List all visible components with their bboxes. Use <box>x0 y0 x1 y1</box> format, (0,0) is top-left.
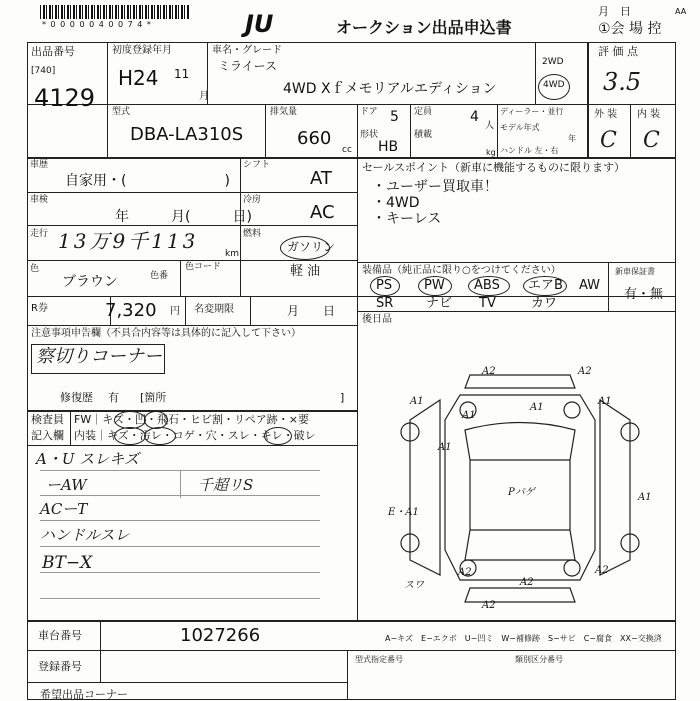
bottom-note-1: 型式指定番号 <box>355 655 403 664</box>
shift-label: シフト <box>243 160 271 170</box>
capacity-label: 定員 <box>414 107 433 117</box>
shape-value: HB <box>378 139 399 155</box>
repair-place-end: ] <box>340 391 345 404</box>
sales-point-3: ・キーレス <box>372 211 442 227</box>
inspector-label-1: 検査員 <box>31 413 64 426</box>
mark-9: E・A1 <box>388 507 419 518</box>
sales-point-1: ・ユーザー買取車！ <box>372 179 498 195</box>
handle-label: ハンドル 左・右 <box>500 146 559 155</box>
inspector-label-2: 記入欄 <box>31 429 64 442</box>
recycle-label: R券 <box>31 303 48 314</box>
shift-value: AT <box>310 168 332 189</box>
mark-6: A1 <box>598 396 612 407</box>
first-reg-label: 初度登録年月 <box>112 45 172 56</box>
lot-label: 出品番号 <box>31 45 75 58</box>
memo-line-5: BT−X <box>42 553 93 573</box>
sales-label: セールスポイント（新車に機能するものに限ります） <box>362 161 626 174</box>
equip-tv: TV <box>479 296 496 311</box>
interior-value: C <box>643 128 660 153</box>
warranty-label: 新車保証書 <box>615 267 655 276</box>
memo-line-4: ハンドルスレ <box>40 526 130 544</box>
grade-name: 4WD Xｆメモリアルエディション <box>283 81 497 97</box>
mileage-value: 13万9千113 <box>58 229 199 253</box>
color-label: 色 <box>30 264 40 274</box>
legend: A−キズ E−エクボ U−凹ミ W−補修跡 S−サビ C−腐食 XX−交換済 <box>385 634 662 643</box>
mark-1: A2 <box>482 366 496 377</box>
registration-label: 登録番号 <box>38 660 82 673</box>
mark-2: A2 <box>578 366 592 377</box>
chassis-label: 車台番号 <box>38 629 82 642</box>
color-value: ブラウン <box>62 274 118 290</box>
check-row-2: 内装｜キズ・汚レ・コゲ・穴・スレ・キレ・破レ <box>74 429 316 442</box>
check-row-1: FW｜キズ・凹・飛石・ヒビ割・リペア跡・×要 <box>74 413 309 426</box>
rating-value: 3.5 <box>603 68 642 96</box>
history-label: 車歴 <box>30 160 49 170</box>
mileage-unit: km <box>225 249 239 259</box>
mark-7: A1 <box>438 442 452 453</box>
recycle-unit: 円 <box>170 306 180 317</box>
bottom-tag: 希望出品コーナー <box>40 688 128 701</box>
inspection-value: 年 月( 日) <box>115 209 252 225</box>
memo-line-1: A・U スレキズ <box>36 450 139 468</box>
aircon-label: 冷房 <box>243 195 262 205</box>
aa-label: AA <box>675 7 687 16</box>
doors-label: ドア <box>360 107 378 117</box>
mark-12: A2 <box>595 565 609 576</box>
rear-items-label: 後日品 <box>362 314 392 325</box>
color-code-label: 色コード <box>185 262 222 272</box>
mark-5: A1 <box>410 396 424 407</box>
recycle-value: 7,320 <box>105 300 157 321</box>
model-name: ミライース <box>218 59 278 73</box>
barcode-text: * 0 0 0 0 0 4 0 0 7 4 * <box>42 20 152 29</box>
model-year-label: モデル年式 <box>500 123 540 132</box>
barcode <box>40 5 190 19</box>
mark-11: A2 <box>458 567 472 578</box>
exterior-value: C <box>600 128 617 153</box>
displacement-value: 660 <box>297 128 332 149</box>
lot-sub: [740] <box>31 66 56 76</box>
exterior-label: 外 装 <box>594 109 618 120</box>
memo-line-3: ACーT <box>40 500 88 518</box>
equip-navi: ナビ <box>426 296 453 311</box>
fuel-label: 燃料 <box>243 229 262 239</box>
equip-sr: SR <box>376 296 394 311</box>
form-title: オークション出品申込書 <box>336 18 512 37</box>
capacity-value: 4 <box>470 109 479 125</box>
equip-aw: AW <box>579 278 601 293</box>
equipment-label: 装備品（純正品に限り○をつけてください） <box>362 265 561 276</box>
notes-value: 察切りコーナー <box>36 346 162 367</box>
name-change-value: 月 日 <box>287 304 336 318</box>
repair-value: 有 <box>108 391 119 404</box>
first-reg-year: H24 <box>118 66 159 90</box>
load-label: 積載 <box>414 130 433 140</box>
mark-15: スワ <box>404 580 424 591</box>
equip-airbag: エアB <box>528 278 563 293</box>
inspection-label: 車検 <box>30 195 49 205</box>
check-mark-4 <box>144 427 176 445</box>
check-mark-5 <box>264 427 292 445</box>
name-change-label: 名変期限 <box>194 304 234 315</box>
repair-place-label: [箇所 <box>140 391 167 404</box>
memo-line-2: ーAW <box>46 476 87 494</box>
drive-4wd: 4WD <box>543 80 565 90</box>
warranty-value: 有・無 <box>624 287 664 302</box>
capacity-unit: 人 <box>485 121 495 131</box>
type-value: DBA-LA310S <box>130 124 244 145</box>
displacement-unit: cc <box>342 145 352 155</box>
notes-label: 注意事項申告欄（不具合内容等は具体的に記入して下さい） <box>31 328 301 339</box>
equip-abs: ABS <box>474 278 500 293</box>
venue-label: ①会 場 控 <box>598 21 662 37</box>
equip-ps: PS <box>376 278 393 293</box>
memo-side: 千超リS <box>198 476 254 494</box>
bottom-note-2: 類別区分番号 <box>515 655 563 664</box>
load-unit: kg <box>486 148 496 157</box>
chassis-value: 1027266 <box>180 625 261 646</box>
lot-number: 4129 <box>34 84 96 112</box>
equip-pw: PW <box>424 278 445 293</box>
date-labels: 月 日 <box>598 5 631 18</box>
check-mark-3 <box>114 427 146 445</box>
drive-2wd: 2WD <box>542 57 564 67</box>
mark-14: A2 <box>482 600 496 610</box>
mark-8: Pバゲ <box>508 487 535 498</box>
equip-leather: カワ <box>531 296 558 311</box>
dealer-label: ディーラー・並行 <box>500 107 564 116</box>
interior-label: 内 装 <box>637 109 661 120</box>
mark-3: A1 <box>462 410 476 421</box>
type-label: 型式 <box>112 107 131 117</box>
mark-10: A1 <box>638 492 652 503</box>
aircon-value: AC <box>310 202 335 223</box>
first-reg-unit: 月 <box>199 91 209 102</box>
doors-value: 5 <box>390 109 399 125</box>
repair-label: 修復歴 <box>60 391 93 404</box>
history-value: 自家用・( ) <box>65 173 230 189</box>
mark-4: A1 <box>530 402 544 413</box>
car-diagram <box>370 360 670 610</box>
fuel-gasoline: ガソリン <box>287 240 336 254</box>
mark-13: A2 <box>520 577 534 588</box>
year-unit: 年 <box>568 134 576 143</box>
color-no-label: 色番 <box>150 271 169 281</box>
first-reg-month: 11 <box>174 67 190 81</box>
fuel-diesel: 軽 油 <box>290 264 321 279</box>
displacement-label: 排気量 <box>270 107 298 117</box>
logo: JU <box>245 10 274 38</box>
rating-label: 評 価 点 <box>598 45 638 58</box>
name-label: 車名・グレード <box>212 45 282 56</box>
sales-point-2: ・4WD <box>372 195 420 211</box>
shape-label: 形状 <box>360 130 379 140</box>
mileage-label: 走行 <box>30 229 49 239</box>
